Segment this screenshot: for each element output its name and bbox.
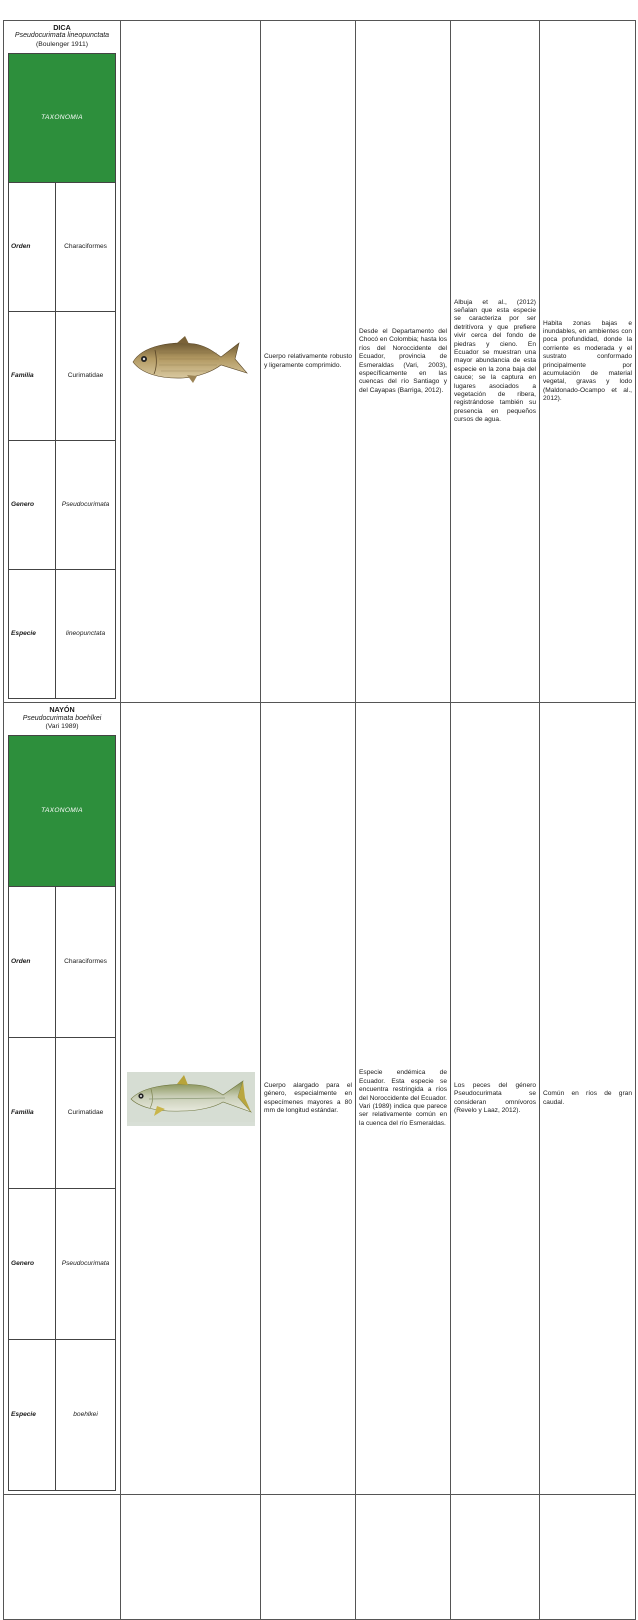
empty-cell (356, 1495, 451, 1620)
fish-image-nayon (127, 1072, 255, 1125)
table-row (4, 703, 636, 1495)
habitat-cell: Habita zonas bajas e inundables, en ambientes con poca profundidad, donde la corriente es moderada y el sustrato conformado principalmente por acumulación de material vegetal, gravas y lodo (Maldonado-Ocampo et al., 2012). (540, 21, 636, 703)
genero-label: Genero (9, 1189, 56, 1340)
especie-value: boehlkei (56, 1340, 116, 1491)
especie-label: Especie (9, 1340, 56, 1491)
taxonomy-header: TAXONOMIA (9, 736, 116, 887)
genero-value: Pseudocurimata (56, 441, 116, 570)
scientific-name: Pseudocurimata boehlkei (22, 714, 102, 722)
empty-row (4, 1495, 636, 1620)
scientific-name: Pseudocurimata lineopunctata (14, 32, 110, 40)
author: (Vari 1989) (45, 723, 79, 731)
orden-label: Orden (9, 183, 56, 312)
description-cell: Cuerpo alargado para el género, especialmente en especímenes mayores a 80 mm de longitud estándar. (261, 703, 356, 1495)
description-cell: Cuerpo relativamente robusto y ligeramente comprimido. (261, 21, 356, 703)
species-id-cell (4, 703, 121, 1495)
ecology-cell: Albuja et al., (2012) señalan que esta especie se caracteriza por ser detritívora y que prefiere vivir cerca del fondo de piedras y cieno. En Ecuador se muestran una mayor abundancia de esta especie en la zona baja del cauce; se la captura en lugares asociados a vegetación de ribera, registrándose también su presencia en pequeños cursos de agua. (451, 21, 540, 703)
taxonomy-header: TAXONOMIA (9, 54, 116, 183)
common-name: DICA (53, 23, 71, 32)
familia-value: Curimatidae (56, 1038, 116, 1189)
genero-label: Genero (9, 441, 56, 570)
distribution-cell: Desde el Departamento del Chocó en Colombia; hasta los ríos del Noroccidente del Ecuador, provincia de Esmeraldas (Vari, 2003), específicamente en las cuencas del río Santiago y del Cayapas (Barriga, 2012). (356, 21, 451, 703)
fish-image-dica (129, 335, 253, 388)
orden-value: Characiformes (56, 183, 116, 312)
taxonomy-table (8, 735, 116, 1491)
author: (Boulenger 1911) (35, 40, 89, 48)
especie-value: lineopunctata (56, 570, 116, 699)
fish-image-cell (121, 21, 261, 703)
common-name: NAYÓN (49, 705, 75, 715)
empty-cell (261, 1495, 356, 1620)
habitat-cell: Común en ríos de gran caudal. (540, 703, 636, 1495)
familia-label: Familia (9, 1038, 56, 1189)
species-id-cell (4, 21, 121, 703)
familia-label: Familia (9, 312, 56, 441)
table-row (4, 21, 636, 703)
empty-cell (540, 1495, 636, 1620)
species-table (3, 20, 636, 1620)
orden-label: Orden (9, 887, 56, 1038)
empty-cell (451, 1495, 540, 1620)
distribution-cell: Especie endémica de Ecuador. Esta especie se encuentra restringida a ríos del Noroccidente del Ecuador. Vari (1989) indica que parece ser relativamente común en la cuenca del río Esmeraldas. (356, 703, 451, 1495)
orden-value: Characiformes (56, 887, 116, 1038)
fish-image-cell (121, 703, 261, 1495)
ecology-cell: Los peces del género Pseudocurimata se consideran omnívoros (Revelo y Laaz, 2012). (451, 703, 540, 1495)
familia-value: Curimatidae (56, 312, 116, 441)
genero-value: Pseudocurimata (56, 1189, 116, 1340)
taxonomy-table (8, 53, 116, 699)
especie-label: Especie (9, 570, 56, 699)
empty-cell (4, 1495, 121, 1620)
empty-cell (121, 1495, 261, 1620)
